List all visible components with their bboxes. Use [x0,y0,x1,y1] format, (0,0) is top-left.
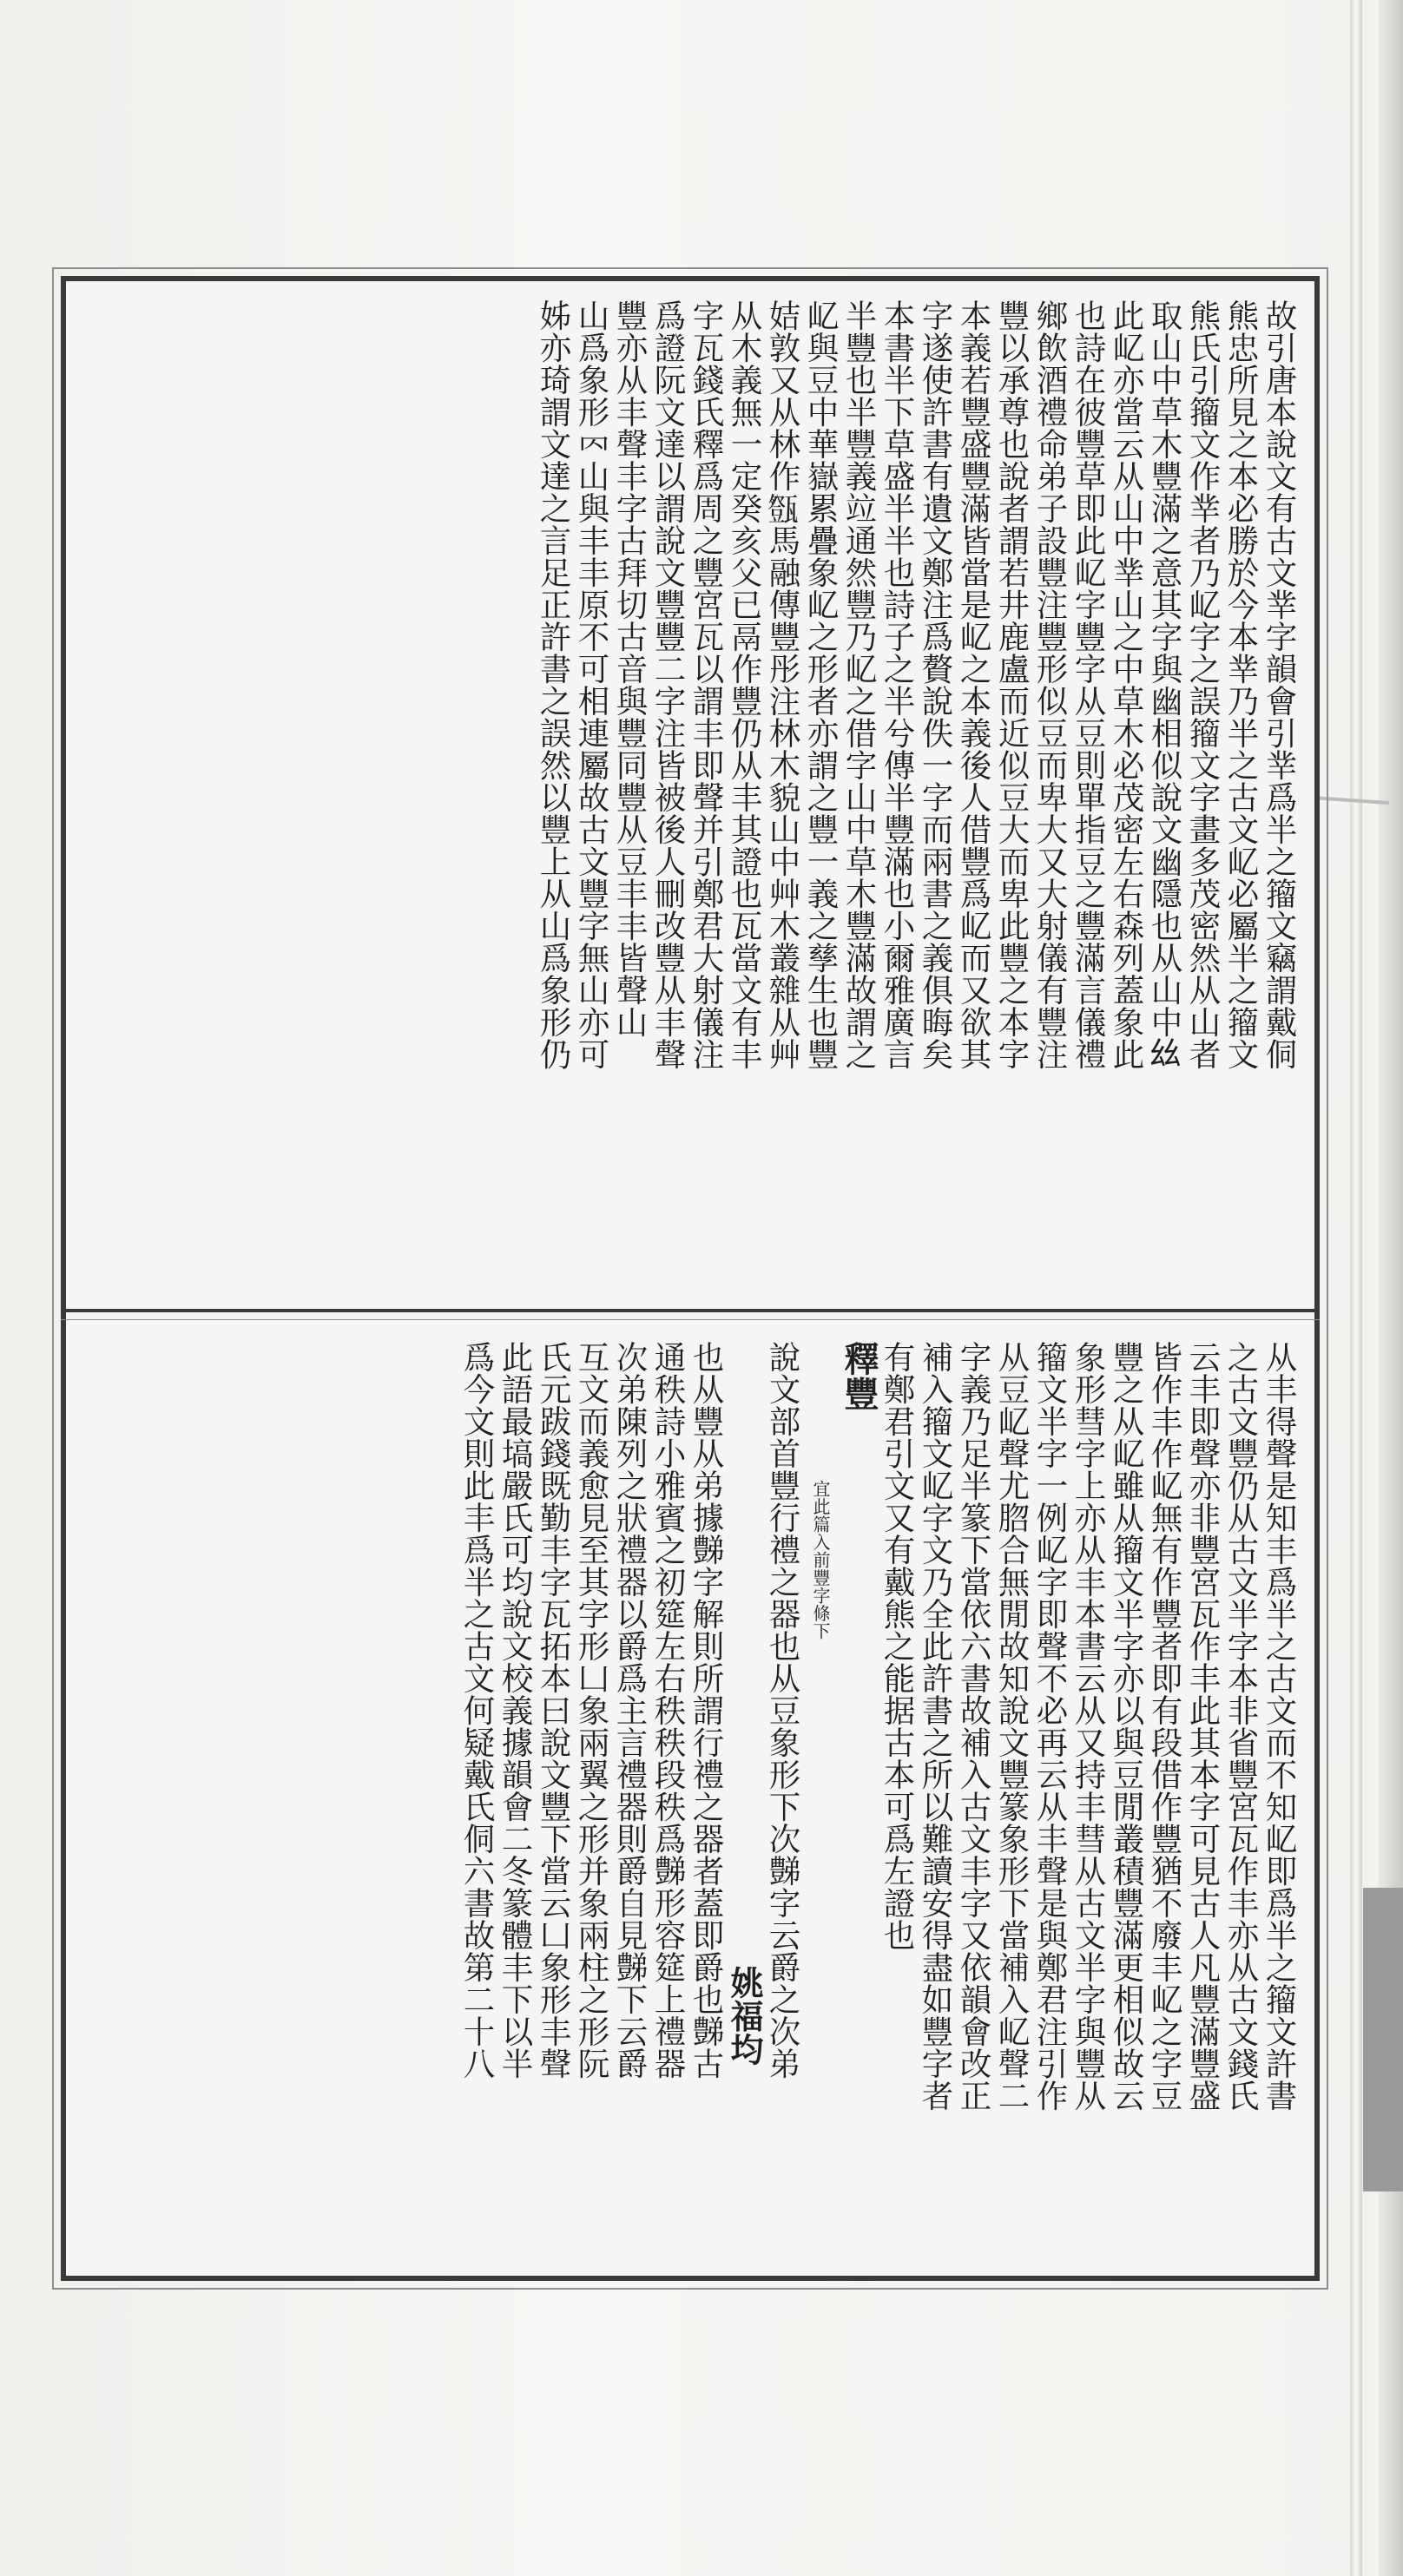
text-column: 此語最塙嚴氏可均說文校義據韻會二冬篆體丰下以半 [497,1341,534,2080]
text-column: 熊忠所見之本必勝於今本丵乃半之古文𡴭必屬半之籀文 [1222,299,1260,1070]
lower-text-block [87,1341,1298,2278]
section-divider-inner [61,1319,1320,1320]
text-column: 豐之从𡴭雖从籀文半字亦以與豆閒叢積豐滿更相似故云 [1108,1341,1145,2112]
text-column: 字遂使許書有遺文鄭注爲贅說佚一字而兩書之義俱晦矣 [917,299,954,1070]
text-column: 半豐也半豐義竝通然豐乃𡴭之借字山中草木豐滿故謂之 [840,299,878,1070]
section-title: 釋豐 [839,1341,879,1411]
text-column: 鄉飲酒禮命弟子設豐注豐形似豆而卑大又大射儀有豐注 [1031,299,1069,1070]
text-column: 姊亦琦謂文達之言足正許書之誤然以豐上从山爲象形仍 [535,299,572,1070]
text-column: 字義乃足半篆下當依六書故補入古文丰字又依韻會改正 [955,1341,992,2112]
text-column: 云丰即聲亦非豐宮瓦作丰此其本字可見古人凡豐滿豐盛 [1184,1341,1222,2112]
text-column: 有鄭君引文又有戴熊之能据古本可爲左證也 [879,1341,916,1951]
text-column: 𡴭與豆中華嶽累疊象𡴭之形者亦謂之豐一義之孳生也豐 [802,299,840,1070]
section-note: 宜此篇入前豐字條下 [810,1480,831,1640]
text-column: 也詩在彼豐草即此𡴭字豐字从豆則單指豆之豐滿言儀禮 [1070,299,1107,1070]
text-column: 本書半下草盛半半也詩子之半兮傳半豐滿也小爾雅廣言 [879,299,916,1070]
text-column: 从木義無一定癸亥父已鬲作豐仍从丰其證也瓦當文有丰 [726,299,763,1070]
book-spine [1350,0,1362,2576]
text-column: 字瓦錢氏釋爲周之豐宮瓦以謂丰即聲并引鄭君大射儀注 [688,299,725,1070]
text-column: 豐以承尊也說者謂若井鹿盧而近似豆大而卑此豐之本字 [993,299,1031,1070]
text-column: 此𡴭亦當云从山中丵山之中草木必茂密左右森列蓋象此 [1108,299,1145,1070]
text-column: 爲證阮文達以謂說文豐豐二字注皆被後人刪改豐从丰聲 [649,299,687,1070]
bookmark-tab [1363,1888,1403,2192]
text-column: 皆作丰作𡴭無有作豐者即有段借作豐猶不廢丰𡴭之字豆 [1146,1341,1183,2112]
text-column: 山爲象形𠔿山與丰丰原不可相連屬故古文豐字無山亦可 [573,299,610,1070]
text-column: 本義若豐盛豐滿皆當是𡴭之本義後人借豐爲𡴭而又欲其 [955,299,992,1070]
text-column: 通秩詩小雅賓之初筵左右秩秩段秩爲豑形容筵上禮器 [649,1341,687,2080]
text-column: 从丰得聲是知丰爲半之古文而不知𡴭即爲半之籀文許書 [1261,1341,1298,2112]
text-column: 故引唐本說文有古文丵字韻會引丵爲半之籀文竊謂戴侗 [1261,299,1298,1070]
text-column: 爲今文則此丰爲半之古文何疑戴氏侗六書故第二十八 [458,1341,496,2080]
text-column: 豐亦从丰聲丰字古拜切古音與豐同豐从豆丰丰皆聲山 [611,299,649,1038]
upper-text-block [87,299,1298,1298]
text-column: 也从豐从弟據豑字解則所謂行禮之器者蓋即爵也豑古 [688,1341,725,2080]
section-divider [61,1309,1320,1312]
text-column: 姞敦又从林作𤮘馬融傳豐彤注林木貌山中艸木叢雜从艸 [764,299,801,1070]
text-column: 次弟陳列之狀禮器以爵爲主言禮器則爵自見豑下云爵 [611,1341,649,2080]
text-column: 籀文半字一例𡴭字即聲不必再云从丰聲是與鄭君注引作 [1031,1341,1069,2112]
text-column: 氏元跋錢既勤丰字瓦拓本曰說文豐下當云凵象形丰聲 [535,1341,572,2080]
text-column: 互文而義愈見至其字形凵象兩翼之形并象兩柱之形阮 [573,1341,610,2080]
text-column: 說文部首豐行禮之器也从豆象形下次豑字云爵之次弟 [764,1341,801,2080]
text-column: 之古文豐仍从古文半字本非省豐宮瓦作丰亦从古文錢氏 [1222,1341,1260,2112]
text-column: 象形彗字上亦从丰本書云从又持丰彗从古文半字與豐从 [1070,1341,1107,2112]
text-column: 補入籀文𡴭字文乃全此許書之所以難讀安得盡如豐字者 [917,1341,954,2112]
text-column: 取山中草木豐滿之意其字與幽相似說文幽隱也从山中𢆶 [1146,299,1183,1070]
text-column: 从豆𡴭聲尤脗合無閒故知說文豐篆象形下當補入𡴭聲二 [993,1341,1031,2112]
text-column: 熊氏引籀文作丵者乃𡴭字之誤籀文字畫多茂密然从山者 [1184,299,1222,1070]
author-name: 姚福均 [725,1966,764,2067]
